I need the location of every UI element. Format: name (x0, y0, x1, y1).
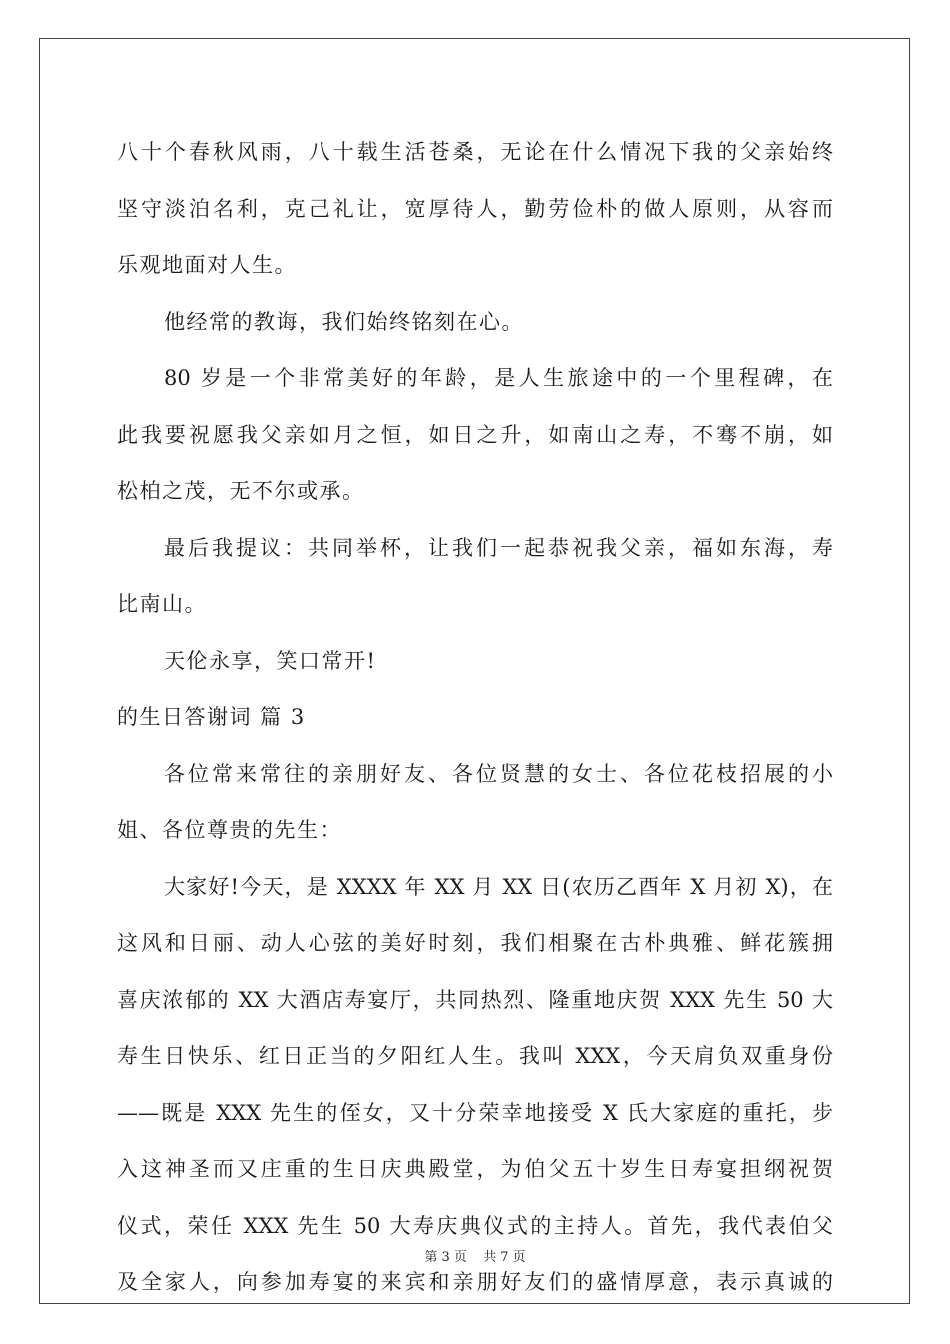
section-heading: 的生日答谢词 篇 3 (117, 705, 306, 729)
body-line: 松柏之茂，无不尔或承。 (117, 479, 365, 503)
body-line: 八十个春秋风雨，八十载生活苍桑，无论在什么情况下我的父亲始终 (117, 140, 833, 164)
body-line: 乐观地面对人生。 (117, 253, 297, 277)
body-line: 各位常来常往的亲朋好友、各位贤慧的女士、各位花枝招展的小 (164, 761, 833, 786)
document-body (117, 124, 833, 1311)
body-line: 姐、各位尊贵的先生： (117, 818, 342, 842)
body-line: 最后我提议：共同举杯，让我们一起恭祝我父亲，福如东海，寿 (164, 535, 833, 560)
body-line: 坚守淡泊名利，克己礼让，宽厚待人，勤劳俭朴的做人原则，从容而 (117, 196, 833, 221)
page-total: 共 7 页 (483, 1250, 526, 1265)
body-line: 天伦永享，笑口常开! (164, 648, 377, 673)
body-line: 他经常的教诲，我们始终铭刻在心。 (164, 309, 524, 334)
body-line: 仪式，荣任 XXX 先生 50 大寿庆典仪式的主持人。首先，我代表伯父 (117, 1213, 833, 1238)
body-line: ——既是 XXX 先生的侄女，又十分荣幸地接受 X 氏大家庭的重托，步 (117, 1100, 833, 1125)
body-line: 及全家人，向参加寿宴的来宾和亲朋好友们的盛情厚意，表示真诚的 (117, 1270, 833, 1294)
body-line: 此我要祝愿我父亲如月之恒，如日之升，如南山之寿，不骞不崩，如 (117, 422, 833, 447)
page-footer (0, 1246, 950, 1265)
body-line: 喜庆浓郁的 XX 大酒店寿宴厅，共同热烈、隆重地庆贺 XXX 先生 50 大 (117, 987, 833, 1012)
body-line: 比南山。 (117, 592, 207, 616)
body-line: 寿生日快乐、红日正当的夕阳红人生。我叫 XXX，今天肩负双重身份 (117, 1044, 833, 1068)
body-line: 80 岁是一个非常美好的年龄，是人生旅途中的一个里程碑，在 (164, 366, 833, 390)
body-line: 入这神圣而又庄重的生日庆典殿堂，为伯父五十岁生日寿宴担纲祝贺 (117, 1157, 833, 1181)
body-line: 这风和日丽、动人心弦的美好时刻，我们相聚在古朴典雅、鲜花簇拥 (117, 931, 833, 955)
body-line: 大家好!今天，是 XXXX 年 XX 月 XX 日(农历乙酉年 X 月初 X)，在 (164, 874, 833, 899)
page-number: 第 3 页 (424, 1250, 467, 1265)
